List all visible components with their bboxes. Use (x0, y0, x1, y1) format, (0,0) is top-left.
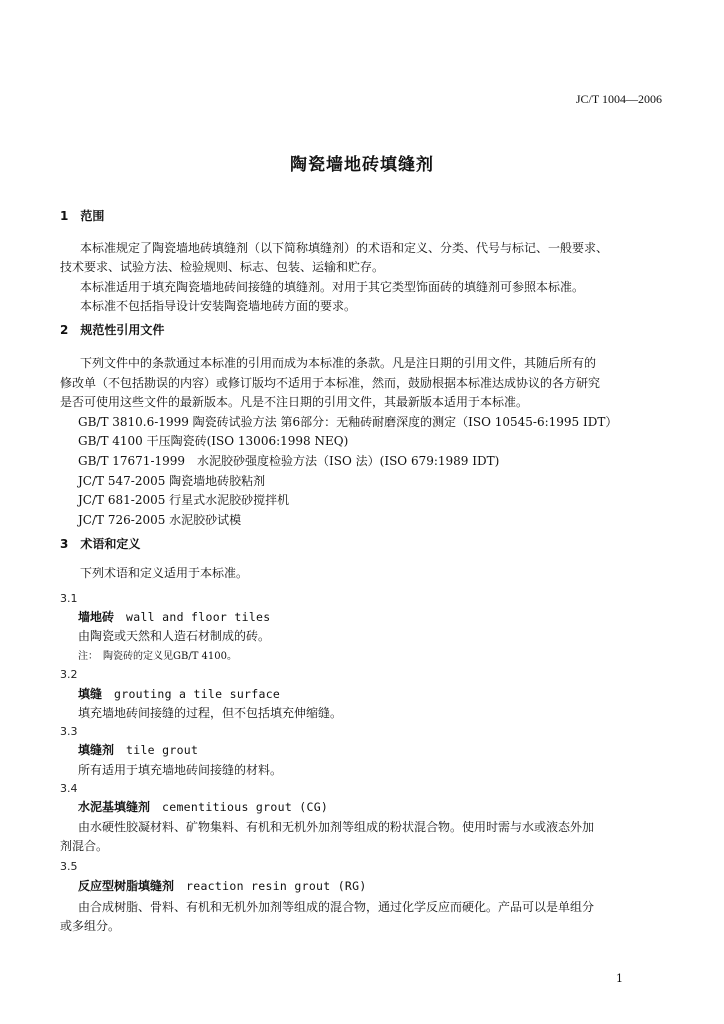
reference-item: JC/T 547-2005 陶瓷墙地砖胶粘剂 (78, 474, 266, 488)
section-1-paragraph-3: 本标准不包括指导设计安装陶瓷墙地砖方面的要求。 (80, 299, 357, 313)
term-title (78, 742, 198, 758)
reference-item: GB/T 17671-1999 水泥胶砂强度检验方法（ISO 法）(ISO 679:1989 IDT) (78, 454, 500, 468)
standard-code: JC/T 1004—2006 (575, 92, 662, 106)
term-zh: 填缝剂 (78, 743, 115, 757)
term-title (78, 609, 271, 625)
section-3-heading: 3 术语和定义 (60, 537, 141, 551)
term-note: 注： 陶瓷砖的定义见GB/T 4100。 (78, 651, 238, 662)
section-3-intro: 下列术语和定义适用于本标准。 (80, 566, 249, 580)
section-1-heading: 1 范围 (60, 209, 105, 223)
term-en: cementitious grout (CG) (162, 800, 329, 814)
term-title (78, 686, 280, 702)
term-zh: 水泥基填缝剂 (78, 800, 151, 814)
term-number: 3.2 (60, 668, 78, 681)
term-number: 3.3 (60, 725, 78, 738)
reference-item: GB/T 3810.6-1999 陶瓷砖试验方法 第6部分：无釉砖耐磨深度的测定（ISO 10545-6:1995 IDT） (78, 415, 618, 429)
term-definition-line-2: 或多组分。 (60, 919, 121, 933)
term-definition: 填充墙地砖间接缝的过程，但不包括填充伸缩缝。 (78, 706, 343, 720)
section-1-paragraph-2: 本标准适用于填充陶瓷墙地砖间接缝的填缝剂。对用于其它类型饰面砖的填缝剂可参照本标准。 (80, 280, 585, 294)
reference-item: JC/T 681-2005 行星式水泥胶砂搅拌机 (78, 493, 290, 507)
term-title (78, 799, 328, 815)
section-2-paragraph-line-2: 修改单（不包括勘误的内容）或修订版均不适用于本标准，然而，鼓励根据本标准达成协议的各方研究 (60, 376, 601, 390)
section-1-paragraph-1-line-1: 本标准规定了陶瓷墙地砖填缝剂（以下简称填缝剂）的术语和定义、分类、代号与标记、一般要求、 (80, 241, 609, 255)
term-zh: 反应型树脂填缝剂 (78, 879, 175, 893)
term-zh: 填缝 (78, 687, 103, 701)
term-zh: 墙地砖 (78, 610, 115, 624)
section-1-paragraph-1-line-2: 技术要求、试验方法、检验规则、标志、包装、运输和贮存。 (60, 260, 385, 274)
term-en: wall and floor tiles (126, 610, 271, 624)
page-number: 1 (616, 972, 623, 985)
section-2-heading: 2 规范性引用文件 (60, 323, 165, 337)
term-definition-line-1: 由合成树脂、骨料、有机和无机外加剂等组成的混合物，通过化学反应而硬化。产品可以是单组分 (78, 900, 595, 914)
term-en: grouting a tile surface (114, 687, 281, 701)
section-2-paragraph-line-1: 下列文件中的条款通过本标准的引用而成为本标准的条款。凡是注日期的引用文件，其随后所有的 (80, 356, 597, 370)
reference-item: GB/T 4100 干压陶瓷砖(ISO 13006:1998 NEQ) (78, 434, 349, 448)
term-title (78, 878, 367, 894)
term-definition: 由陶瓷或天然和人造石材制成的砖。 (78, 629, 271, 643)
term-number: 3.5 (60, 860, 78, 873)
term-definition-line-2: 剂混合。 (60, 839, 109, 853)
term-en: reaction resin grout (RG) (186, 879, 367, 893)
reference-item: JC/T 726-2005 水泥胶砂试模 (78, 513, 242, 527)
term-en: tile grout (126, 743, 199, 757)
term-number: 3.1 (60, 592, 78, 605)
term-definition-line-1: 由水硬性胶凝材料、矿物集料、有机和无机外加剂等组成的粉状混合物。使用时需与水或液态外加 (78, 820, 595, 834)
document-title: 陶瓷墙地砖填缝剂 (290, 155, 434, 175)
term-definition: 所有适用于填充墙地砖间接缝的材料。 (78, 763, 283, 777)
section-2-paragraph-line-3: 是否可使用这些文件的最新版本。凡是不注日期的引用文件，其最新版本适用于本标准。 (60, 395, 529, 409)
term-number: 3.4 (60, 782, 78, 795)
